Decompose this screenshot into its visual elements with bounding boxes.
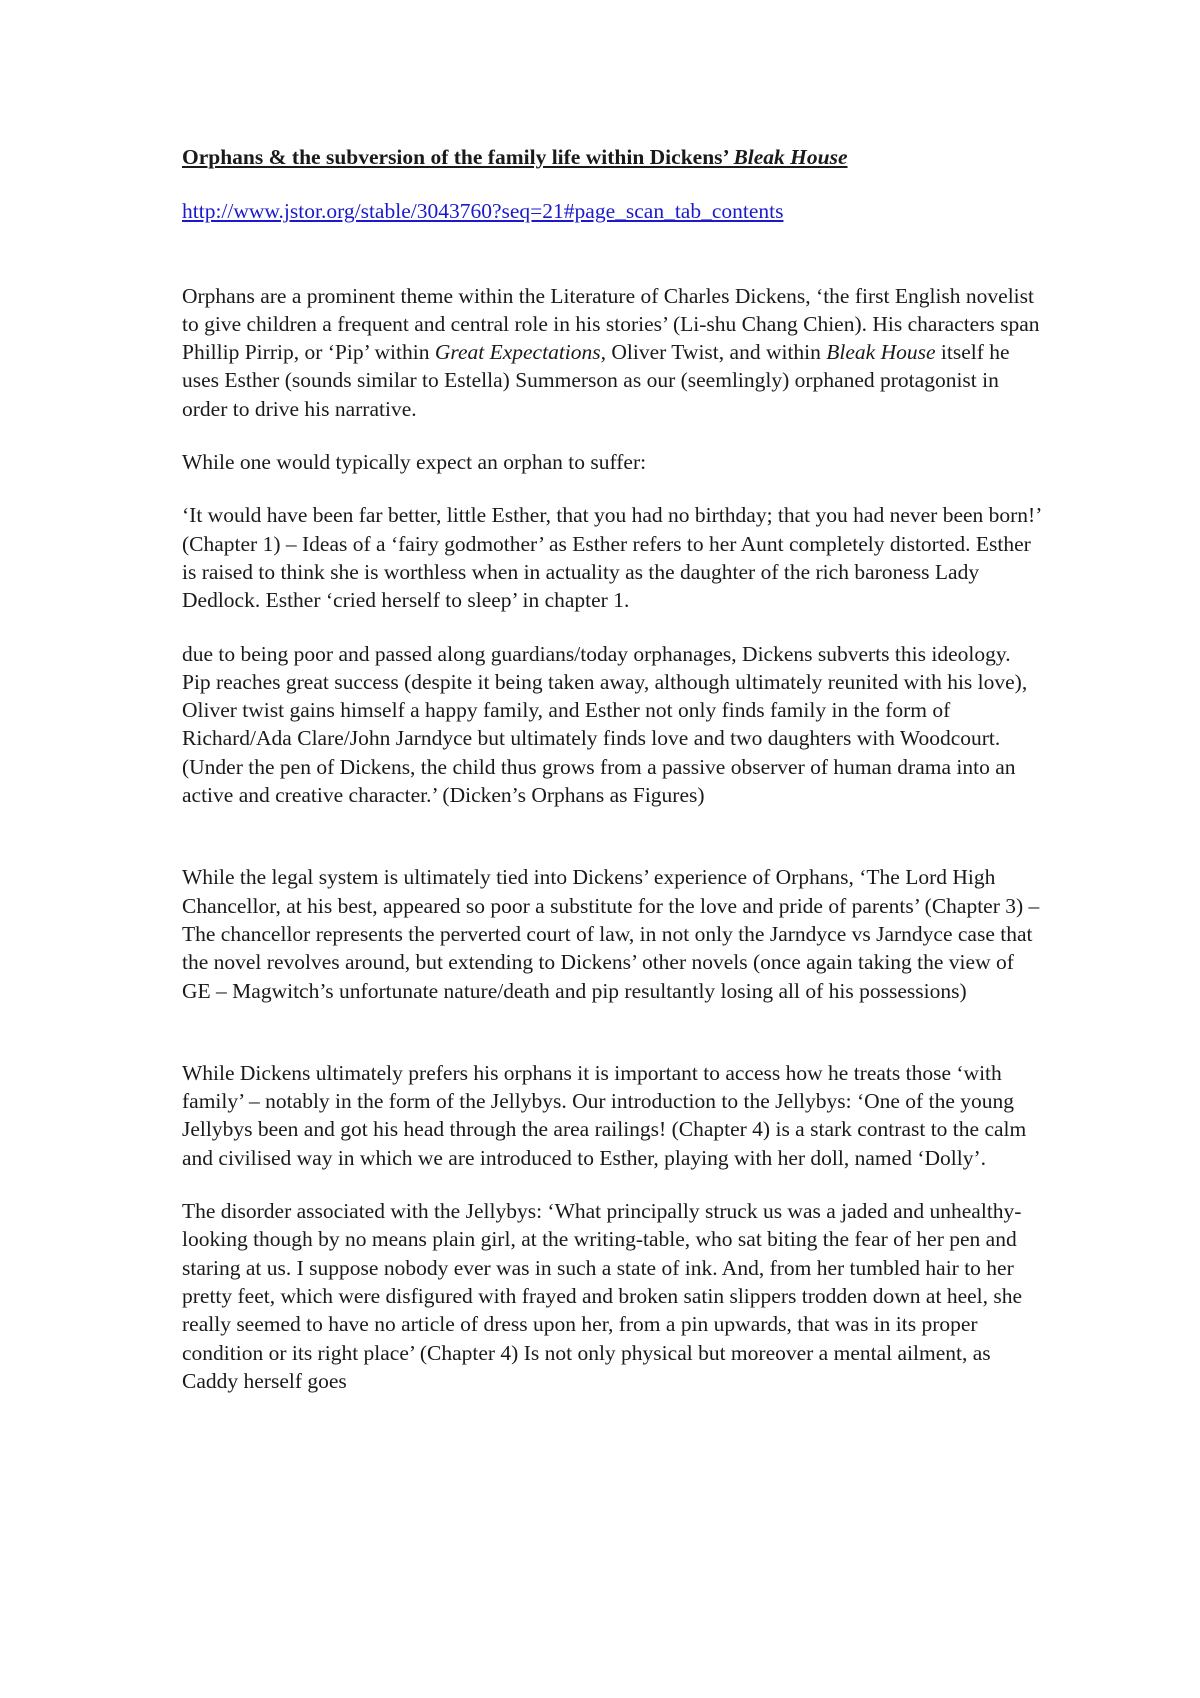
paragraph-intro-text-c: itself he uses Esther (sounds similar to Estella) Summerson as our (seemlingly) orphaned protagonist in order to drive his narrative.	[182, 340, 1010, 421]
paragraph-intro-text-a: Orphans are a prominent theme within the Literature of Charles Dickens, ‘the first English novelist to give children a frequent and central role in his stories’ (Li-shu Chang Chien). His characters span Phillip Pirrip, or ‘Pip’ within	[182, 283, 1040, 365]
title-book-name: Bleak House	[733, 145, 848, 169]
jstor-link[interactable]: http://www.jstor.org/stable/3043760?seq=21#page_scan_tab_contents	[182, 199, 784, 224]
paragraph-intro-italic-bleak-house: Bleak House	[826, 340, 936, 365]
paragraph-intro	[182, 282, 1042, 423]
document-body	[182, 143, 1042, 1395]
paragraph-quote-chapter-1: ‘It would have been far better, little Esther, that you had no birthday; that you had never been born!’ (Chapter 1) – Ideas of a ‘fairy godmother’ as Esther refers to her Aunt completely distorted. Esther is raised to think she is worthless when in actuality as the daughter of the rich baroness Lady Dedlock. Esther ‘cried herself to sleep’ in chapter 1.	[182, 503, 1041, 613]
paragraph-intro-italic-great-expectations: Great Expectations,	[434, 340, 607, 365]
paragraph-disorder: The disorder associated with the Jellybys: ‘What principally struck us was a jaded and unhealthy-looking though by no means plain girl, at the writing-table, who sat biting the fear of her pen and staring at us. I suppose nobody ever was in such a state of ink. And, from her tumbled hair to her pretty feet, which were disfigured with frayed and broken satin slippers trodden down at heel, she really seemed to have no article of dress upon her, from a pin upwards, that was in its proper condition or its right place’ (Chapter 4) Is not only physical but moreover a mental ailment, as Caddy herself goes	[182, 1199, 1023, 1393]
title-text: Orphans & the subversion of the family life within Dickens’	[182, 145, 734, 169]
paragraph-legal-system: While the legal system is ultimately tied into Dickens’ experience of Orphans, ‘The Lord High Chancellor, at his best, appeared so poor a substitute for the love and pride of parents’ (Chapter 3) – The chancellor represents the perverted court of law, in not only the Jarndyce vs Jarndyce case that the novel revolves around, but extending to Dickens’ other novels (once again taking the view of GE – Magwitch’s unfortunate nature/death and pip resultantly losing all of his possessions)	[182, 865, 1040, 1003]
document-title	[182, 143, 1042, 171]
paragraph-suffer: While one would typically expect an orphan to suffer:	[182, 450, 647, 475]
paragraph-jellybys: While Dickens ultimately prefers his orphans it is important to access how he treats those ‘with family’ – notably in the form of the Jellybys. Our introduction to the Jellybys: ‘One of the young Jellybys been and got his head through the area railings! (Chapter 4) is a stark contrast to the calm and civilised way in which we are introduced to Esther, playing with her doll, named ‘Dolly’.	[182, 1060, 1027, 1170]
paragraph-intro-text-b: Oliver Twist, and within	[606, 340, 827, 365]
paragraph-subversion: due to being poor and passed along guardians/today orphanages, Dickens subverts this ideology. Pip reaches great success (despite it being taken away, although ultimately reunited with his love), Oliver twist gains himself a happy family, and Esther not only finds family in the form of Richard/Ada Clare/John Jarndyce but ultimately finds love and two daughters with Woodcourt. (Under the pen of Dickens, the child thus grows from a passive observer of human drama into an active and creative character.’ (Dicken’s Orphans as Figures)	[182, 641, 1028, 808]
